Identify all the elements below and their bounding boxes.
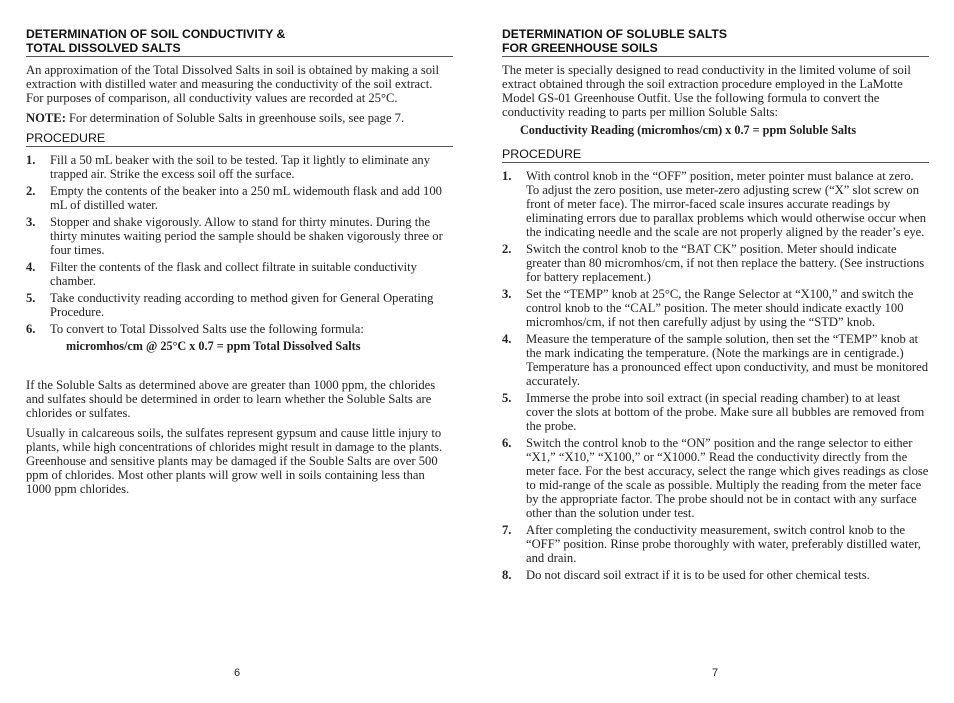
chlorides-paragraph: If the Soluble Salts as determined above are greater than 1000 ppm, the chlorides and sulfates should be determined in order to learn whether the Soluble Salts are chlorides or sulfates. <box>26 378 436 420</box>
step-number: 3. <box>502 287 512 301</box>
step-text: Fill a 50 mL beaker with the soil to be tested. Tap it lightly to eliminate any trapped air. Strike the excess soil off the surface. <box>50 153 431 181</box>
step-number: 6. <box>26 322 36 336</box>
step-text: Filter the contents of the flask and collect filtrate in suitable conductivity chamber. <box>50 260 417 288</box>
step-text: Do not discard soil extract if it is to be used for other chemical tests. <box>526 568 870 582</box>
intro-paragraph: An approximation of the Total Dissolved Salts in soil is obtained by making a soil extraction with distilled water and measuring the conductivity of the soil extract. For purposes of comparison, all conductivity values are recorded at 25°C. <box>26 63 440 105</box>
section-heading <box>502 27 929 57</box>
procedure-step <box>502 391 929 433</box>
note-text: For determination of Soluble Salts in greenhouse soils, see page 7. <box>69 111 405 125</box>
right-page <box>502 0 929 703</box>
procedure-step <box>26 153 453 181</box>
procedure-step <box>502 242 929 284</box>
step-number: 2. <box>502 242 512 256</box>
step-text: Immerse the probe into soil extract (in special reading chamber) to at least cover the slots at bottom of the probe. Make sure all bubbles are removed from the probe. <box>526 391 925 433</box>
step-number: 1. <box>26 153 36 167</box>
procedure-step <box>502 169 929 239</box>
step-number: 3. <box>26 215 36 229</box>
note-label: NOTE: <box>26 111 66 125</box>
calcareous-paragraph: Usually in calcareous soils, the sulfates represent gypsum and cause little injury to plants, while high concentrations of chlorides might result in damage to the plants. Greenhouse and sensitive plants may be damaged if the Souble Salts are over 500 ppm of chlorides. Most other plants will grow well in soils containing less than 1000 ppm chlorides. <box>26 426 443 496</box>
step-text: Switch the control knob to the “BAT CK” position. Meter should indicate greater than 80 micromhos/cm, if not then replace the battery. (See instructions for battery replacement.) <box>526 242 925 284</box>
step-text: After completing the conductivity measurement, switch control knob to the “OFF” position. Rinse probe thoroughly with water, preferably distilled water, and drain. <box>526 523 921 565</box>
step-text: Switch the control knob to the “ON” position and the range selector to either “X1,” “X10,” “X100,” or “X1000.” Read the conductivity directly from the meter face. For the best accuracy, select the range which gives readings as close to mid-range of the scale as possible. Multiply the reading from the meter face by the appropriate factor. The probe should not be in contact with any surface other than the solution under test. <box>526 436 929 520</box>
step-number: 1. <box>502 169 512 183</box>
step-number: 6. <box>502 436 512 450</box>
procedure-steps <box>502 169 929 582</box>
step-number: 8. <box>502 568 512 582</box>
step-text: Stopper and shake vigorously. Allow to stand for thirty minutes. During the thirty minutes waiting period the sample should be shaken vigorously three or four times. <box>50 215 443 257</box>
step-number: 2. <box>26 184 36 198</box>
step-number: 7. <box>502 523 512 537</box>
procedure-step <box>502 568 929 582</box>
heading-line: FOR GREENHOUSE SOILS <box>502 41 658 55</box>
procedure-step <box>26 322 453 336</box>
section-heading <box>26 27 453 57</box>
step-number: 5. <box>26 291 36 305</box>
step-text: To convert to Total Dissolved Salts use the following formula: <box>50 322 364 336</box>
left-page <box>26 0 453 703</box>
procedure-heading: PROCEDURE <box>502 147 929 163</box>
page-number: 6 <box>234 667 241 679</box>
step-number: 5. <box>502 391 512 405</box>
procedure-step <box>26 215 453 257</box>
procedure-step <box>502 523 929 565</box>
procedure-steps <box>26 153 453 336</box>
procedure-heading: PROCEDURE <box>26 131 453 147</box>
procedure-step <box>502 332 929 388</box>
step-text: Take conductivity reading according to method given for General Operating Procedure. <box>50 291 434 319</box>
note-paragraph <box>26 111 453 125</box>
step-number: 4. <box>502 332 512 346</box>
procedure-step <box>26 260 453 288</box>
soluble-salts-formula: Conductivity Reading (micromhos/cm) x 0.7 = ppm Soluble Salts <box>520 123 857 137</box>
procedure-step <box>26 184 453 212</box>
step-number: 4. <box>26 260 36 274</box>
heading-line: DETERMINATION OF SOLUBLE SALTS <box>502 27 728 41</box>
procedure-step <box>502 436 929 520</box>
procedure-step <box>26 291 453 319</box>
step-text: With control knob in the “OFF” position, meter pointer must balance at zero. To adjust the zero position, use meter-zero adjusting screw (“X” slot screw on front of meter face). The mirror-faced scale insures accurate readings by eliminating errors due to parallax problems which would otherwise occur when the indicating needle and the scale are not properly aligned by the reader’s eye. <box>526 169 927 239</box>
tds-formula: micromhos/cm @ 25°C x 0.7 = ppm Total Dissolved Salts <box>66 339 361 353</box>
intro-paragraph: The meter is specially designed to read conductivity in the limited volume of soil extract obtained through the soil extraction procedure employed in the LaMotte Model GS-01 Greenhouse Outfit. Use the following formula to convert the conductivity reading to parts per million Soluble Salts: <box>502 63 911 119</box>
heading-line: TOTAL DISSOLVED SALTS <box>26 41 181 55</box>
page-number: 7 <box>712 667 719 679</box>
step-text: Set the “TEMP” knob at 25°C, the Range Selector at “X100,” and switch the control knob to the “CAL” position. The meter should indicate exactly 100 micromhos/cm, if not then carefully adjust by using the “STD” knob. <box>526 287 914 329</box>
procedure-step <box>502 287 929 329</box>
step-text: Empty the contents of the beaker into a 250 mL widemouth flask and add 100 mL of distilled water. <box>50 184 442 212</box>
heading-line: DETERMINATION OF SOIL CONDUCTIVITY & <box>26 27 286 41</box>
step-text: Measure the temperature of the sample solution, then set the “TEMP” knob at the mark indicating the temperature. (Note the markings are in centigrade.) Temperature has a pronounced effect upon conductivity, and must be monitored accurately. <box>526 332 928 388</box>
